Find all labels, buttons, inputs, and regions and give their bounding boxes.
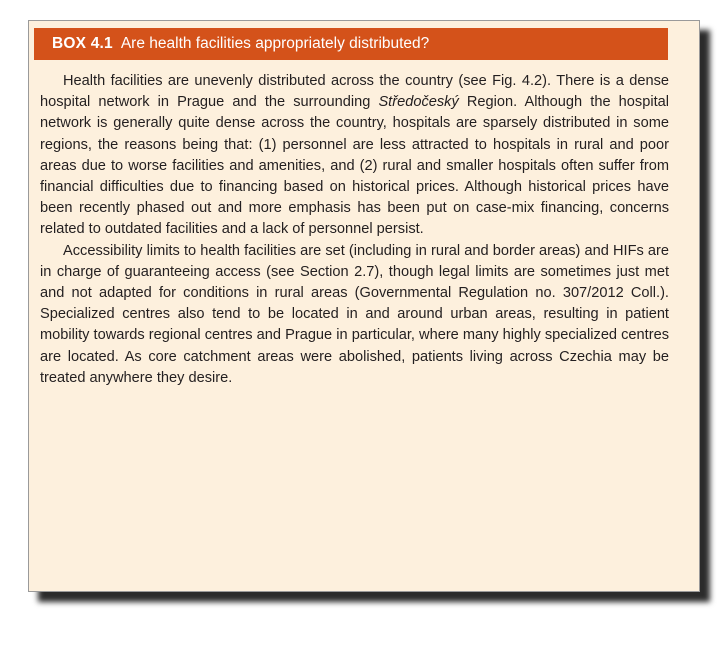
box-body bbox=[40, 71, 669, 389]
paragraph-1 bbox=[40, 71, 669, 241]
box-header bbox=[34, 28, 668, 60]
paragraph-1-text-b: Region. Although the hospital network is generally quite dense across the country, hospitals are sparsely distributed in some regions, the reasons being that: (1) personnel are less attracted to hospitals in rural and poor areas due to worse facilities and amenities, and (2) rural and smaller hospitals often suffer from financial difficulties due to financing based on historical prices. Although historical prices have been recently phased out and more emphasis has been put on case-mix financing, concerns related to outdated facilities and a lack of personnel persist. bbox=[40, 94, 669, 238]
box-title: Are health facilities appropriately distributed? bbox=[120, 35, 430, 52]
paragraph-1-text-a: Health facilities are unevenly distributed across the country (see Fig. 4.2). There is a dense hospital network in Prague and the surrounding bbox=[40, 73, 669, 111]
paragraph-2: Accessibility limits to health facilities are set (including in rural and border areas) and HIFs are in charge of guaranteeing access (see Section 2.7), though legal limits are sometimes just met and not adapted for conditions in rural areas (Governmental Regulation no. 307/2012 Coll.). Specialized centres also tend to be located in and around urban areas, resulting in patient mobility towards regional centres and Prague in particular, where many highly specialized centres are located. As core catchment areas were abolished, patients living across Czechia may be treated anywhere they desire. bbox=[40, 242, 669, 386]
box-label: BOX 4.1 bbox=[52, 35, 113, 52]
region-name-italic: Středočeský bbox=[378, 94, 459, 111]
